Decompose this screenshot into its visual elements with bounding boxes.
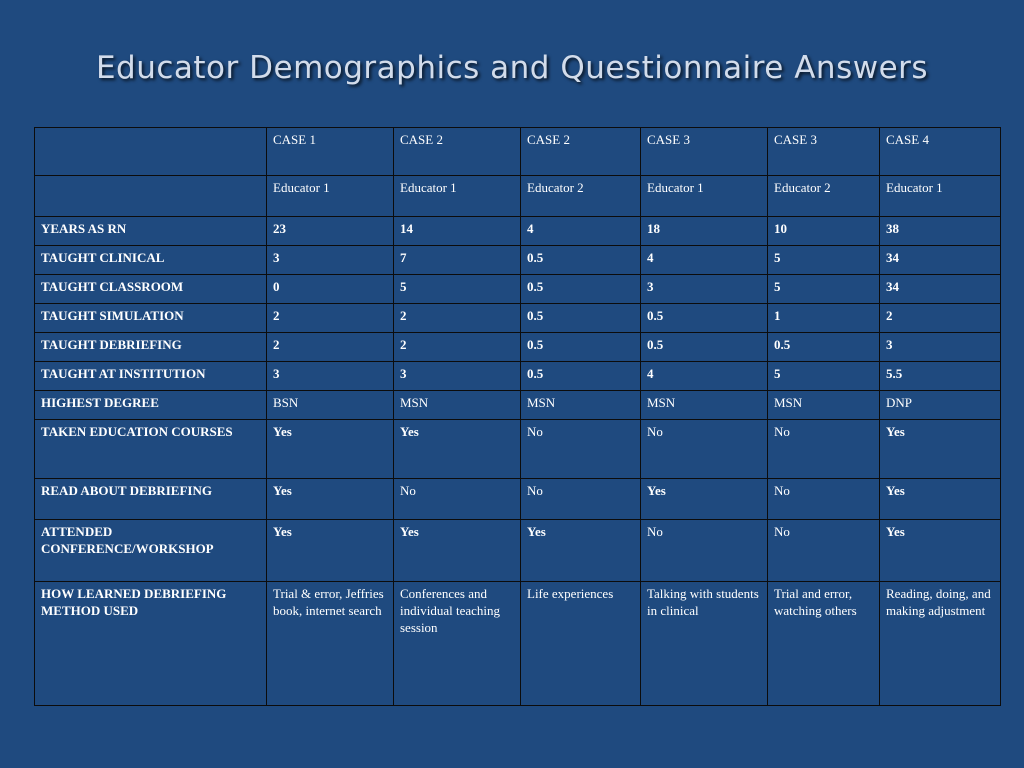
- table-cell: 2: [394, 333, 521, 362]
- row-label: TAUGHT DEBRIEFING: [35, 333, 267, 362]
- table-cell: Trial & error, Jeffries book, internet search: [267, 582, 394, 706]
- table-row: [35, 246, 1001, 275]
- educator-header: Educator 2: [521, 176, 641, 217]
- table-cell: 34: [880, 246, 1001, 275]
- row-label: TAKEN EDUCATION COURSES: [35, 420, 267, 479]
- corner-cell: [35, 128, 267, 176]
- case-header: CASE 2: [394, 128, 521, 176]
- slide-title: Educator Demographics and Questionnaire Answers: [95, 50, 929, 86]
- table-cell: 4: [521, 217, 641, 246]
- table-cell: 0.5: [521, 362, 641, 391]
- table-cell: 34: [880, 275, 1001, 304]
- table-cell: MSN: [641, 391, 768, 420]
- row-label: READ ABOUT DEBRIEFING: [35, 479, 267, 520]
- table-cell: 10: [768, 217, 880, 246]
- table-cell: 0.5: [521, 304, 641, 333]
- row-label: ATTENDED CONFERENCE/WORKSHOP: [35, 520, 267, 582]
- table-cell: 2: [267, 333, 394, 362]
- row-label: HOW LEARNED DEBRIEFING METHOD USED: [35, 582, 267, 706]
- table-cell: Yes: [267, 420, 394, 479]
- table-cell: 0.5: [768, 333, 880, 362]
- table-cell: 4: [641, 362, 768, 391]
- table-cell: 0.5: [521, 246, 641, 275]
- row-label: TAUGHT AT INSTITUTION: [35, 362, 267, 391]
- table-row: [35, 333, 1001, 362]
- table-cell: Life experiences: [521, 582, 641, 706]
- table-cell: 1: [768, 304, 880, 333]
- table-cell: 5: [768, 246, 880, 275]
- table-cell: 2: [267, 304, 394, 333]
- table-row: [35, 217, 1001, 246]
- table-cell: 23: [267, 217, 394, 246]
- educator-header-row: [35, 176, 1001, 217]
- table-cell: 0.5: [641, 304, 768, 333]
- table-row: [35, 582, 1001, 706]
- table-row: [35, 479, 1001, 520]
- table-row: [35, 391, 1001, 420]
- table-cell: MSN: [394, 391, 521, 420]
- table-row: [35, 520, 1001, 582]
- row-label: TAUGHT SIMULATION: [35, 304, 267, 333]
- table-cell: 0.5: [641, 333, 768, 362]
- educator-header: Educator 1: [267, 176, 394, 217]
- table-cell: 5: [394, 275, 521, 304]
- table-cell: 14: [394, 217, 521, 246]
- demographics-table: [34, 127, 1001, 706]
- table-cell: 3: [394, 362, 521, 391]
- row-label: TAUGHT CLINICAL: [35, 246, 267, 275]
- educator-header: Educator 1: [880, 176, 1001, 217]
- table-cell: Yes: [880, 520, 1001, 582]
- table-cell: 4: [641, 246, 768, 275]
- table-cell: 38: [880, 217, 1001, 246]
- educator-header: Educator 2: [768, 176, 880, 217]
- table-cell: 5: [768, 362, 880, 391]
- table-cell: 3: [267, 362, 394, 391]
- table-cell: Trial and error, watching others: [768, 582, 880, 706]
- table-row: [35, 362, 1001, 391]
- table-cell: Talking with students in clinical: [641, 582, 768, 706]
- table-cell: No: [394, 479, 521, 520]
- case-header: CASE 3: [641, 128, 768, 176]
- table-cell: No: [768, 420, 880, 479]
- table-cell: Yes: [267, 520, 394, 582]
- table-row: [35, 275, 1001, 304]
- table-cell: 3: [641, 275, 768, 304]
- table-cell: Conferences and individual teaching session: [394, 582, 521, 706]
- case-header: CASE 1: [267, 128, 394, 176]
- table-cell: MSN: [521, 391, 641, 420]
- educator-header: Educator 1: [394, 176, 521, 217]
- table-cell: Yes: [394, 420, 521, 479]
- table-cell: DNP: [880, 391, 1001, 420]
- table-cell: Reading, doing, and making adjustment: [880, 582, 1001, 706]
- table-cell: 2: [880, 304, 1001, 333]
- table-cell: 7: [394, 246, 521, 275]
- table-cell: No: [768, 520, 880, 582]
- table-cell: No: [641, 520, 768, 582]
- table-cell: MSN: [768, 391, 880, 420]
- table-cell: 0: [267, 275, 394, 304]
- table-cell: 0.5: [521, 275, 641, 304]
- corner-cell: [35, 176, 267, 217]
- table-cell: 5: [768, 275, 880, 304]
- table-cell: 18: [641, 217, 768, 246]
- table-cell: Yes: [880, 420, 1001, 479]
- table-cell: No: [768, 479, 880, 520]
- table-cell: Yes: [880, 479, 1001, 520]
- case-header-row: [35, 128, 1001, 176]
- table-cell: No: [521, 420, 641, 479]
- table-cell: 0.5: [521, 333, 641, 362]
- table-cell: BSN: [267, 391, 394, 420]
- table-cell: No: [521, 479, 641, 520]
- case-header: CASE 3: [768, 128, 880, 176]
- table-cell: 5.5: [880, 362, 1001, 391]
- row-label: YEARS AS RN: [35, 217, 267, 246]
- table-cell: Yes: [394, 520, 521, 582]
- table-cell: Yes: [521, 520, 641, 582]
- table-row: [35, 420, 1001, 479]
- row-label: TAUGHT CLASSROOM: [35, 275, 267, 304]
- row-label: HIGHEST DEGREE: [35, 391, 267, 420]
- table-cell: Yes: [641, 479, 768, 520]
- table-cell: 2: [394, 304, 521, 333]
- case-header: CASE 4: [880, 128, 1001, 176]
- case-header: CASE 2: [521, 128, 641, 176]
- table-cell: No: [641, 420, 768, 479]
- table-cell: Yes: [267, 479, 394, 520]
- table-cell: 3: [267, 246, 394, 275]
- table-cell: 3: [880, 333, 1001, 362]
- educator-header: Educator 1: [641, 176, 768, 217]
- table-row: [35, 304, 1001, 333]
